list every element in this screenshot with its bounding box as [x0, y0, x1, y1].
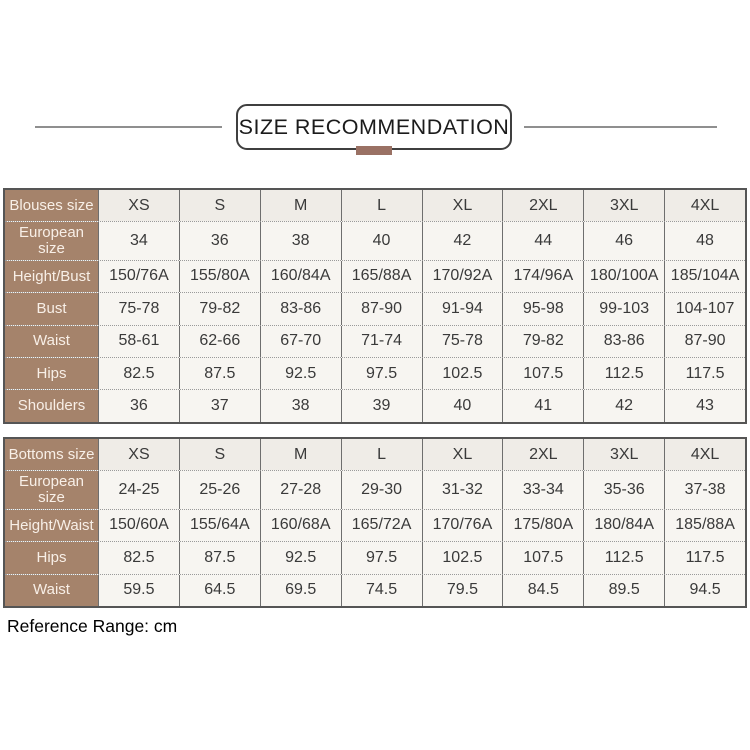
size-value-cell: 58-61 — [98, 326, 179, 357]
size-value-cell: 165/72A — [341, 510, 422, 541]
row-label-cell: Waist — [5, 326, 98, 357]
size-value-cell: 180/84A — [583, 510, 664, 541]
table-row — [5, 325, 745, 357]
size-value-cell: M — [260, 190, 341, 221]
size-value-cell: 94.5 — [664, 575, 745, 606]
row-label-cell: Blouses size — [5, 190, 98, 221]
size-value-cell: 79-82 — [502, 326, 583, 357]
size-value-cell: 95-98 — [502, 293, 583, 324]
size-value-cell: 3XL — [583, 190, 664, 221]
size-value-cell: L — [341, 190, 422, 221]
size-value-cell: 99-103 — [583, 293, 664, 324]
size-value-cell: 170/92A — [422, 261, 503, 292]
size-value-cell: 160/68A — [260, 510, 341, 541]
size-value-cell: S — [179, 439, 260, 470]
size-value-cell: 37 — [179, 390, 260, 421]
size-value-cell: 75-78 — [98, 293, 179, 324]
size-value-cell: 83-86 — [260, 293, 341, 324]
size-value-cell: 97.5 — [341, 358, 422, 389]
size-value-cell: 117.5 — [664, 542, 745, 573]
size-value-cell: 117.5 — [664, 358, 745, 389]
size-value-cell: 180/100A — [583, 261, 664, 292]
size-value-cell: 39 — [341, 390, 422, 421]
size-value-cell: 41 — [502, 390, 583, 421]
page-header — [0, 104, 750, 160]
size-value-cell: 48 — [664, 222, 745, 259]
table-row — [5, 389, 745, 421]
size-value-cell: 160/84A — [260, 261, 341, 292]
size-value-cell: L — [341, 439, 422, 470]
row-label-cell: Height/Waist — [5, 510, 98, 541]
size-value-cell: 40 — [422, 390, 503, 421]
table-row — [5, 470, 745, 508]
size-value-cell: 64.5 — [179, 575, 260, 606]
size-value-cell: 35-36 — [583, 471, 664, 508]
size-value-cell: 46 — [583, 222, 664, 259]
size-value-cell: 185/88A — [664, 510, 745, 541]
row-label-cell: Bust — [5, 293, 98, 324]
size-value-cell: 34 — [98, 222, 179, 259]
size-value-cell: 112.5 — [583, 542, 664, 573]
size-value-cell: 40 — [341, 222, 422, 259]
size-value-cell: 25-26 — [179, 471, 260, 508]
size-value-cell: 67-70 — [260, 326, 341, 357]
size-value-cell: 82.5 — [98, 542, 179, 573]
size-value-cell: 42 — [583, 390, 664, 421]
size-value-cell: 112.5 — [583, 358, 664, 389]
size-value-cell: 87-90 — [664, 326, 745, 357]
size-value-cell: 155/64A — [179, 510, 260, 541]
size-value-cell: 102.5 — [422, 358, 503, 389]
title-accent-bar — [356, 146, 392, 155]
size-value-cell: 91-94 — [422, 293, 503, 324]
table-row — [5, 439, 745, 470]
size-value-cell: 4XL — [664, 439, 745, 470]
size-value-cell: 87-90 — [341, 293, 422, 324]
size-value-cell: 33-34 — [502, 471, 583, 508]
size-value-cell: 79-82 — [179, 293, 260, 324]
row-label-cell: Bottoms size — [5, 439, 98, 470]
size-value-cell: 75-78 — [422, 326, 503, 357]
size-value-cell: 170/76A — [422, 510, 503, 541]
row-label-cell: Hips — [5, 358, 98, 389]
size-value-cell: 185/104A — [664, 261, 745, 292]
size-value-cell: 27-28 — [260, 471, 341, 508]
size-value-cell: 36 — [179, 222, 260, 259]
size-value-cell: S — [179, 190, 260, 221]
size-value-cell: 174/96A — [502, 261, 583, 292]
size-value-cell: 107.5 — [502, 358, 583, 389]
size-value-cell: 155/80A — [179, 261, 260, 292]
size-value-cell: 24-25 — [98, 471, 179, 508]
size-value-cell: 36 — [98, 390, 179, 421]
size-value-cell: 79.5 — [422, 575, 503, 606]
row-label-cell: Shoulders — [5, 390, 98, 421]
size-value-cell: 87.5 — [179, 358, 260, 389]
size-value-cell: 59.5 — [98, 575, 179, 606]
size-value-cell: 82.5 — [98, 358, 179, 389]
size-value-cell: 87.5 — [179, 542, 260, 573]
size-value-cell: XS — [98, 190, 179, 221]
size-value-cell: 44 — [502, 222, 583, 259]
size-value-cell: 97.5 — [341, 542, 422, 573]
row-label-cell: Waist — [5, 575, 98, 606]
size-value-cell: 150/76A — [98, 261, 179, 292]
size-value-cell: 74.5 — [341, 575, 422, 606]
size-value-cell: 150/60A — [98, 510, 179, 541]
table-row — [5, 357, 745, 389]
size-value-cell: 71-74 — [341, 326, 422, 357]
size-value-cell: 31-32 — [422, 471, 503, 508]
size-value-cell: XL — [422, 190, 503, 221]
title-divider-left — [35, 126, 222, 128]
size-value-cell: 37-38 — [664, 471, 745, 508]
page-title: SIZE RECOMMENDATION — [238, 114, 510, 139]
size-value-cell: 104-107 — [664, 293, 745, 324]
size-value-cell: 3XL — [583, 439, 664, 470]
table-row — [5, 292, 745, 324]
size-value-cell: 165/88A — [341, 261, 422, 292]
bottoms-size-table — [3, 437, 747, 608]
row-label-cell: European size — [5, 471, 98, 508]
size-value-cell: XS — [98, 439, 179, 470]
row-label-cell: European size — [5, 222, 98, 259]
size-value-cell: 102.5 — [422, 542, 503, 573]
table-row — [5, 541, 745, 573]
size-value-cell: 29-30 — [341, 471, 422, 508]
title-box — [236, 104, 512, 150]
table-row — [5, 221, 745, 259]
size-value-cell: M — [260, 439, 341, 470]
table-row — [5, 574, 745, 606]
size-value-cell: 42 — [422, 222, 503, 259]
size-value-cell: 83-86 — [583, 326, 664, 357]
table-row — [5, 509, 745, 541]
size-value-cell: 89.5 — [583, 575, 664, 606]
size-value-cell: 38 — [260, 222, 341, 259]
size-value-cell: 69.5 — [260, 575, 341, 606]
row-label-cell: Height/Bust — [5, 261, 98, 292]
row-label-cell: Hips — [5, 542, 98, 573]
size-value-cell: 92.5 — [260, 542, 341, 573]
title-divider-right — [524, 126, 717, 128]
blouses-size-table — [3, 188, 747, 424]
size-value-cell: 2XL — [502, 190, 583, 221]
table-row — [5, 190, 745, 221]
size-value-cell: 38 — [260, 390, 341, 421]
size-value-cell: 2XL — [502, 439, 583, 470]
size-value-cell: 92.5 — [260, 358, 341, 389]
size-value-cell: XL — [422, 439, 503, 470]
table-row — [5, 260, 745, 292]
size-value-cell: 4XL — [664, 190, 745, 221]
size-value-cell: 62-66 — [179, 326, 260, 357]
size-value-cell: 84.5 — [502, 575, 583, 606]
size-value-cell: 43 — [664, 390, 745, 421]
size-value-cell: 175/80A — [502, 510, 583, 541]
size-value-cell: 107.5 — [502, 542, 583, 573]
reference-note: Reference Range: cm — [7, 616, 178, 636]
